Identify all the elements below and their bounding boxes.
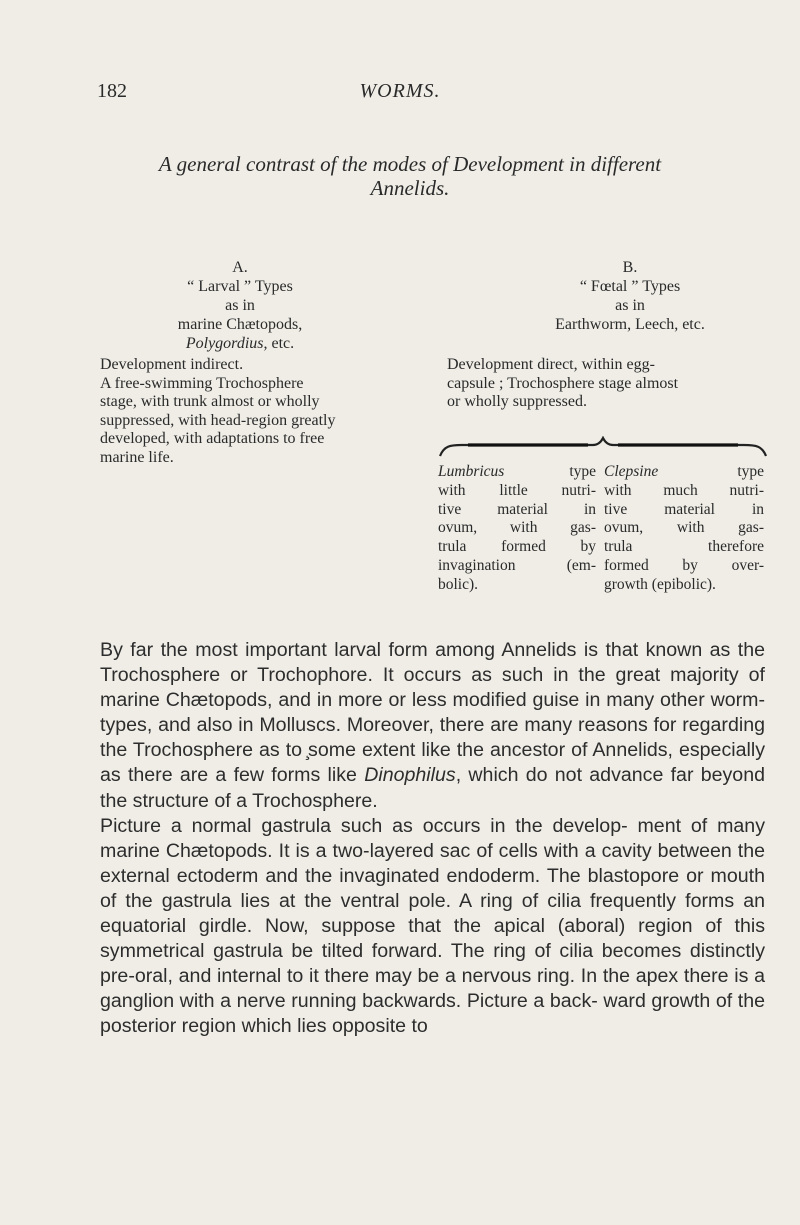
column-a-description [100, 356, 445, 467]
sub-right-line: formed by over- [604, 556, 764, 574]
desc-a-line: Development indirect. [100, 356, 244, 373]
column-a-heading [95, 258, 385, 353]
table-title-line-1: A general contrast of the modes of Development in different [158, 152, 662, 176]
paragraph-1 [100, 638, 765, 814]
desc-a-line: A free-swimming Trochosphere [100, 374, 304, 392]
sub-right-line: ovum, with gas- [604, 519, 764, 537]
column-a-line-2: as in [225, 297, 255, 314]
sub-left-line: with little nutri- [438, 481, 596, 499]
type-word: type [658, 463, 764, 480]
genus-clepsine: Clepsine [604, 463, 659, 480]
type-word: type [504, 463, 596, 480]
column-a-line-4 [95, 334, 385, 353]
desc-b-line: capsule ; Trochosphere stage almost [447, 374, 679, 392]
table-title-line-2: Annelids. [370, 176, 450, 200]
table-title [100, 152, 720, 200]
column-b-line-2: as in [615, 297, 645, 314]
sub-right-line: growth (epibolic). [604, 575, 716, 593]
column-b-line-1: “ Fœtal ” Types [579, 278, 681, 295]
column-a-letter: A. [232, 259, 248, 276]
column-b-heading [480, 258, 780, 334]
curly-brace-icon [438, 436, 768, 460]
desc-a-line: stage, with trunk almost or wholly [100, 393, 320, 410]
sub-right-line: with much nutri- [604, 481, 764, 499]
desc-a-line: suppressed, with head-region greatly [100, 411, 336, 429]
genus-dinophilus: Dinophilus [364, 764, 456, 787]
sub-left-line: bolic). [438, 575, 479, 593]
running-title: WORMS. [359, 80, 441, 102]
sub-right-line: tive material in [604, 500, 764, 518]
column-a-line-1: “ Larval ” Types [187, 278, 293, 295]
genus-polygordius: Polygordius [185, 335, 264, 352]
sub-left-line: trula formed by [438, 538, 596, 556]
etc-text: , etc. [263, 335, 295, 352]
genus-lumbricus: Lumbricus [438, 463, 505, 480]
paragraph-1-text-end: , which do not advance far beyond the structure of a Trochosphere. [100, 764, 765, 812]
lumbricus-type-description [438, 463, 596, 595]
column-a-line-3: marine Chætopods, [177, 316, 303, 333]
paragraph-2: Picture a normal gastrula such as occurs in the develop- ment of many marine Chætopods. It is a two-layered sac of cells with a cavity between the external ectoderm and the invaginated endoderm. The blastopore or mouth of the gastrula lies at the ventral pole. A ring of cilia frequently forms an equatorial girdle. Now, suppose that the apical (aboral) region of this symmetrical gastrula be tilted forward. The ring of cilia becomes distinctly pre-oral, and internal to it there may be a nervous ring. In the apex there is a ganglion with a nerve running backwards. Picture a back- ward growth of the posterior region which lies opposite to [100, 814, 765, 1038]
paragraph-1-text: By far the most important larval form among Annelids is that known as the Trochosphere or Trochophore. It occurs as such in the great majority of marine Chætopods, and in more or less modified guise in many other worm-types, and also in Molluscs. Moreover, there are many reasons for regarding the Trochosphere as to ̧some extent like the ancestor of Annelids, especially as there are a few forms like [100, 639, 765, 787]
sub-right-line [604, 463, 764, 482]
sub-right-line: trula therefore [604, 538, 764, 556]
column-b-letter: B. [622, 259, 638, 276]
desc-a-line: marine life. [100, 448, 174, 466]
sub-left-line: invagination (em- [438, 556, 596, 574]
clepsine-type-description [604, 463, 764, 595]
sub-left-line [438, 463, 596, 482]
desc-b-line: Development direct, within egg- [447, 356, 655, 373]
body-text [100, 638, 765, 1040]
sub-left-line: tive material in [438, 500, 596, 518]
page-number: 182 [97, 80, 127, 102]
column-b-line-3: Earthworm, Leech, etc. [555, 316, 705, 333]
desc-a-line: developed, with adaptations to free [100, 430, 325, 447]
desc-b-line: or wholly suppressed. [447, 393, 587, 410]
sub-left-line: ovum, with gas- [438, 519, 596, 537]
column-b-description [447, 356, 769, 412]
